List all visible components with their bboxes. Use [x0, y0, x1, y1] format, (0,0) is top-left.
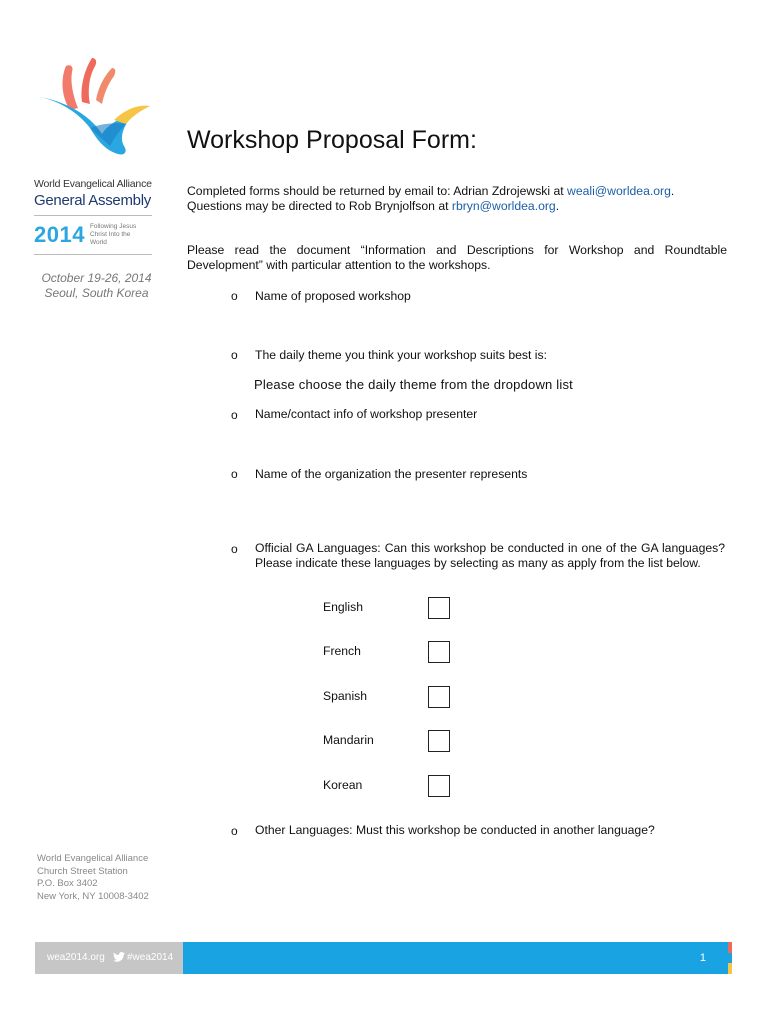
language-label: Korean [323, 778, 363, 792]
bullet-icon: o [231, 467, 238, 481]
bullet-icon: o [231, 542, 238, 556]
bullet-icon: o [231, 289, 238, 303]
spanish-checkbox[interactable] [428, 686, 450, 708]
event-name: General Assembly [34, 192, 151, 209]
workshop-name-field[interactable]: Name of proposed workshop [255, 289, 411, 303]
page-footer [35, 942, 732, 974]
footer-accent-yellow [728, 963, 732, 974]
hashtag: #wea2014 [113, 952, 173, 963]
page-title: Workshop Proposal Form: [187, 126, 477, 154]
line1-text: Completed forms should be returned by email to: Adrian Zdrojewski at [187, 184, 568, 198]
event-branding [34, 178, 159, 301]
event-location: Seoul, South Korea [44, 286, 149, 300]
daily-theme-label: The daily theme you think your workshop suits best is: [255, 348, 547, 362]
language-label: Mandarin [323, 733, 374, 747]
twitter-bird-icon [113, 952, 125, 962]
presenter-field[interactable]: Name/contact info of workshop presenter [255, 407, 478, 421]
email-link-weali[interactable]: weali@worldea.org [567, 184, 671, 198]
language-row-korean [323, 775, 453, 799]
divider [34, 215, 152, 216]
divider [34, 254, 152, 255]
reading-instructions: Please read the document “Information and Descriptions for Workshop and Roundtable Development” with particular attention to the workshops. [187, 243, 727, 272]
footer-accent-red [728, 942, 732, 953]
footer-accent-blue [728, 953, 732, 963]
event-dates: October 19-26, 2014 [41, 271, 152, 285]
korean-checkbox[interactable] [428, 775, 450, 797]
event-year: 2014 [34, 222, 85, 247]
language-label: French [323, 644, 361, 658]
wea-hand-logo [30, 50, 160, 170]
official-languages-label: Official GA Languages: Can this workshop be conducted in one of the GA languages? Please indicate these languages by selecting as many as apply from the list below. [255, 541, 725, 570]
submission-instructions: Completed forms should be returned by email to: Adrian Zdrojewski at weali@worldea.org. Questions may be directed to Rob Brynjolfson at rbryn@worldea.org. [187, 184, 675, 213]
event-tagline: Following Jesus Christ Into the World [89, 223, 137, 246]
bullet-icon: o [231, 348, 238, 362]
mailing-address: World Evangelical Alliance Church Street Station P.O. Box 3402 New York, NY 10008-3402 [37, 853, 149, 902]
mandarin-checkbox[interactable] [428, 730, 450, 752]
french-checkbox[interactable] [428, 641, 450, 663]
year-row [34, 222, 159, 248]
email-link-rbryn[interactable]: rbryn@worldea.org [451, 199, 556, 213]
org-name: World Evangelical Alliance [34, 178, 152, 190]
language-label: Spanish [323, 689, 368, 703]
page-number: 1 [699, 952, 706, 964]
bullet-icon: o [231, 408, 238, 422]
organization-field[interactable]: Name of the organization the presenter represents [255, 467, 528, 481]
footer-right-band [183, 942, 728, 974]
daily-theme-dropdown[interactable]: Please choose the daily theme from the dropdown list [254, 377, 573, 392]
language-label: English [323, 600, 363, 614]
website-link[interactable]: wea2014.org [47, 952, 105, 963]
english-checkbox[interactable] [428, 597, 450, 619]
language-row-mandarin [323, 730, 453, 754]
bullet-icon: o [231, 824, 238, 838]
line2-text: Questions may be directed to Rob Brynjolfson at [187, 199, 452, 213]
language-row-french [323, 641, 453, 665]
language-row-english [323, 597, 453, 621]
event-dates-block [34, 271, 159, 301]
language-row-spanish [323, 686, 453, 710]
footer-left-band [35, 942, 183, 974]
other-languages-field[interactable]: Other Languages: Must this workshop be conducted in another language? [255, 823, 655, 837]
